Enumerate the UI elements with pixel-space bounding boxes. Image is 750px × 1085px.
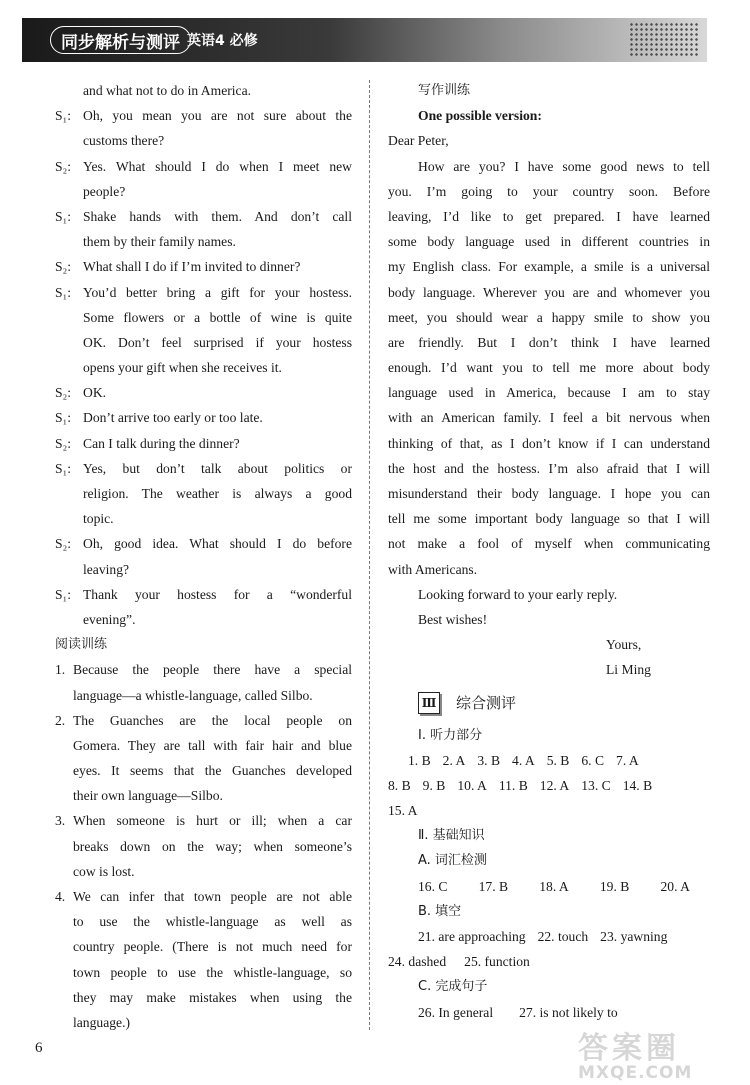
letter-line: leaving, I’d like to get prepared. I have learned [388,208,710,224]
answer-item: 4. A [512,752,535,768]
letter-signature: Li Ming [606,662,651,678]
reading-answer-line: country people. (There is not much need for [73,939,352,955]
letter-line: language used in America, because I am to stay [388,385,710,401]
header-dot-pattern [629,22,699,58]
answer-item: 18. A [539,878,569,894]
speaker-label: S₂: [55,158,72,174]
basics-heading: Ⅱ. 基础知识 [418,828,485,844]
letter-line: the host and the hostess. I’m also afraid that I will [388,460,710,476]
reading-answer-line: language.) [73,1014,130,1030]
dialogue-line [55,405,352,430]
listening-heading: Ⅰ. 听力部分 [418,727,483,743]
letter-line: tell me some important body language so that I will [388,511,710,527]
dialogue-text: You’d better bring a gift for your hostess. [83,284,352,300]
dialogue-line: Some flowers or a bottle of wine is quite [83,309,352,325]
dialogue-line: leaving? [83,561,130,577]
letter-line: thinking of that, as I don’t know if I can understand [388,435,710,451]
answer-item: 19. B [599,878,630,894]
dialogue-line: opens your gift when she receives it. [83,360,282,376]
answer-item: 5. B [546,752,570,768]
letter-line: my English class. For example, a smile is a universal [388,259,710,275]
letter-line: with an American family. I feel a bit nervous when [388,410,710,426]
answer-text: Because the people there have a special [73,662,352,678]
letter-wishes: Best wishes! [418,611,488,627]
reading-answer-line: cow is lost. [73,863,135,879]
section-three-heading [418,683,710,723]
answer-item: 24. dashed [388,954,447,970]
answer-text: We can infer that town people are not able [73,889,352,904]
letter-line: enough. I’d want you to tell me more about body [388,360,710,376]
writing-heading: 写作训练 [418,83,471,98]
answer-text: When someone is hurt or ill; when a car [73,813,352,829]
answer-item: 8. B [388,777,411,793]
right-column [388,78,710,1025]
letter-line: you. I’m going to your country soon. Before [388,183,710,199]
speaker-label: S₁: [55,460,72,476]
dialogue-line: evening”. [83,611,136,627]
dialogue-line [55,204,352,229]
letter-line: are friendly. But I don’t think I have learned [388,334,710,350]
dialogue-line [55,531,352,556]
reading-answer-line [55,657,352,682]
complete-answer-row [388,1000,710,1025]
reading-answer-line [55,708,352,733]
answer-item: 10. A [457,777,487,793]
dialogue-line [55,280,352,305]
dialogue-line: OK. Don’t feel surprised if your hostess [83,334,352,350]
fill-answer-row [388,924,710,949]
answer-item: 16. C [418,878,448,894]
speaker-label: S₁: [55,208,72,224]
dialogue-line: religion. The weather is always a good [83,486,352,501]
speaker-label: S₁: [55,108,72,124]
answer-number: 1. [55,662,66,678]
answer-number: 4. [55,889,66,904]
dialogue-text: Yes, but don’t talk about politics or [83,460,352,476]
answer-item: 11. B [498,777,528,793]
dialogue-text: Oh, you mean you are not sure about the [83,108,352,124]
series-title: 同步解析与测评 [50,26,191,54]
speaker-label: S₂: [55,259,72,275]
answer-item: 23. yawning [600,929,668,944]
letter-line: misunderstand their body language. I hope you can [388,486,710,501]
reading-answer-line: their own language—Silbo. [73,788,223,804]
dialogue-text: Yes. What should I do when I meet new [83,158,352,174]
dialogue-text: Can I talk during the dinner? [83,435,240,451]
dialogue-line: them by their family names. [83,234,236,250]
left-column [55,78,352,1035]
dialogue-line [55,154,352,179]
speaker-label: S₁: [55,586,72,602]
letter-line: How are you? I have some good news to tell [418,158,710,174]
answer-item: 6. C [581,752,605,768]
vocab-heading: A. 词汇检测 [418,853,487,869]
answer-item: 27. is not likely to [519,1004,618,1020]
watermark [578,1023,738,1083]
answer-item: 21. are approaching [418,929,526,944]
reading-answer-line [55,808,352,833]
dialogue-line [55,582,352,607]
reading-heading: 阅读训练 [55,637,108,653]
reading-answer-line [55,884,352,909]
letter-line: with Americans. [388,561,478,577]
dialogue-line: topic. [83,511,114,527]
dialogue-text: Shake hands with them. And don’t call [83,208,352,224]
answer-item: 9. B [422,777,446,793]
speaker-label: S₂: [55,385,72,401]
answer-item: 14. B [622,777,653,793]
answer-number: 3. [55,813,66,829]
page-header [22,18,707,62]
letter-line: body language. Wherever you are and whomever you [388,284,710,300]
answer-item: 1. B [408,752,431,768]
answer-row [388,748,710,773]
reading-answer-line: eyes. It seems that the Guanches developed [73,763,352,779]
fill-heading: B. 填空 [418,903,462,919]
dialogue-line [55,380,352,405]
answer-item: 25. function [464,954,530,970]
vocab-answer-row [388,874,710,899]
letter-yours: Yours, [606,637,642,653]
version-label: One possible version: [418,108,542,124]
watermark-logo-text: 答案圈 [578,1031,680,1066]
answer-row [388,798,710,823]
answer-item: 22. touch [537,929,589,944]
section-title: 综合测评 [456,694,517,712]
answer-number: 2. [55,712,66,728]
dialogue-line: people? [83,183,126,199]
answer-item: 13. C [581,777,611,793]
dialogue-text: Oh, good idea. What should I do before [83,536,352,552]
section-numeral-box: Ⅲ [418,692,440,714]
dialogue-line [55,254,352,279]
dialogue-line: customs there? [83,133,165,149]
fill-answer-row [388,949,710,974]
dialogue-line [55,456,352,481]
speaker-label: S₁: [55,284,72,300]
answer-item: 17. B [478,878,509,894]
reading-answer-line: language—a whistle-language, called Silbo. [73,687,313,703]
answer-item: 3. B [477,752,501,768]
letter-closing: Looking forward to your early reply. [418,586,618,602]
answer-item: 12. A [539,777,570,793]
dialogue-line: and what not to do in America. [83,83,251,98]
reading-answer-line: they may make mistakes when using the [73,989,352,1005]
answer-item: 2. A [442,752,466,768]
answer-item: 20. A [660,878,690,894]
reading-answer-line: to use the whistle-language as well as [73,914,352,930]
watermark-url: MXQE.COM [578,1063,693,1083]
dialogue-line [55,431,352,456]
letter-line: not make a fool of myself when communicating [388,536,710,552]
answer-text: The Guanches are the local people on [73,712,352,728]
dialogue-text: OK. [83,385,107,401]
reading-answer-line: town people to use the whistle-language, so [73,964,352,980]
letter-salutation: Dear Peter, [388,133,449,149]
answer-item: 26. In general [418,1004,494,1020]
speaker-label: S₂: [55,435,72,451]
speaker-label: S₂: [55,536,72,552]
answer-item: 7. A [616,752,639,768]
dialogue-text: What shall I do if I’m invited to dinner? [83,259,301,275]
answer-item: 15. A [388,803,418,819]
dialogue-line [55,103,352,128]
reading-answer-line: Gomera. They are tall with fair hair and blue [73,737,352,753]
speaker-label: S₁: [55,410,72,426]
complete-heading: C. 完成句子 [418,979,488,995]
answer-row [388,773,710,798]
letter-line: some body language used in different countries in [388,234,710,250]
dialogue-text: Don’t arrive too early or too late. [83,410,263,426]
page-number: 6 [35,1040,43,1056]
dialogue-text: Thank your hostess for a “wonderful [83,586,352,602]
subject-label: 英语4 必修 [187,33,258,49]
column-divider [369,80,370,1030]
letter-line: meet, you should wear a happy smile to show you [388,309,710,325]
reading-answer-line: breaks down on the way; when someone’s [73,838,352,854]
